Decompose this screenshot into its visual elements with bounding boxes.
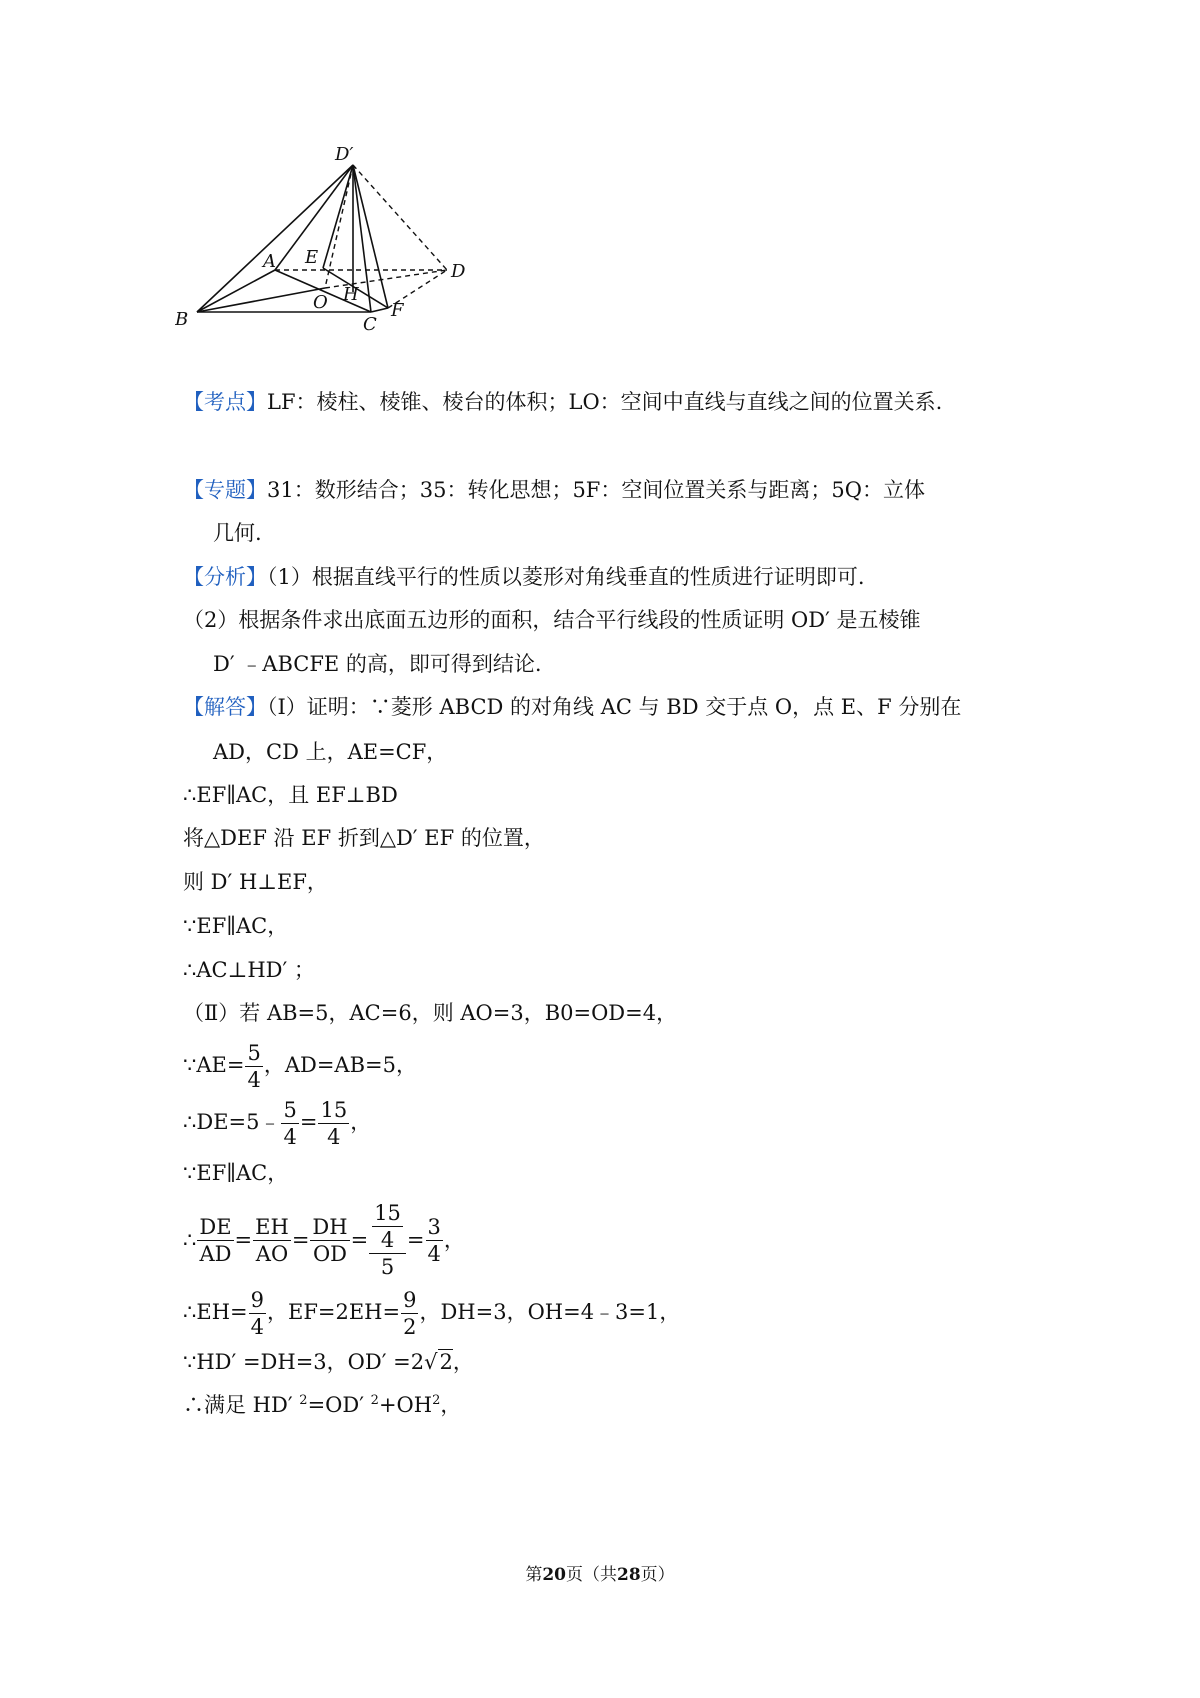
- fraction-numerator: 15: [374, 1201, 401, 1225]
- comma: ，: [440, 1393, 462, 1417]
- footer-pre: 第: [525, 1565, 543, 1585]
- ef-eq: ，EF=2EH=: [266, 1300, 401, 1324]
- jieda-tag: 【解答】: [183, 695, 267, 719]
- dh-oh-eq: ，DH=3，OH=4﹣3=1，: [419, 1300, 681, 1324]
- current-page-number: 20: [542, 1565, 566, 1585]
- fraction-denominator: 4: [380, 1228, 395, 1252]
- jieda-line-11: ∵EF∥AC，: [183, 1161, 289, 1185]
- sqrt-2: [424, 1349, 453, 1374]
- label-d-prime: D′: [335, 144, 354, 165]
- kaodian-tag: 【考点】: [183, 390, 267, 414]
- fraction-de-over-ad: [197, 1214, 233, 1267]
- jieda-line-8: （Ⅱ）若 AB=5，AC=6，则 AO=3，B0=OD=4，: [183, 1001, 678, 1025]
- fraction-denominator: AD: [199, 1241, 232, 1266]
- fraction-denominator: AO: [255, 1241, 289, 1266]
- superscript-2: 2: [299, 1393, 308, 1408]
- label-b: B: [175, 309, 189, 330]
- fraction-15-over-4: [318, 1097, 349, 1150]
- jieda-line-12: [183, 1200, 465, 1280]
- eh-prefix: ∴EH=: [183, 1300, 248, 1324]
- fraction-numerator: 3: [427, 1214, 441, 1239]
- kaodian-text: LF：棱柱、棱锥、棱台的体积；LO：空间中直线与直线之间的位置关系.: [267, 390, 943, 414]
- radicand: 2: [439, 1350, 453, 1374]
- jieda-line-9: [183, 1040, 417, 1093]
- hd-od-eq: ∵HD′ =DH=3，OD′ =2: [183, 1350, 425, 1374]
- edge-dprime-e: [323, 165, 353, 268]
- jieda-text-1: （Ⅰ）证明：∵菱形 ABCD 的对角线 AC 与 BD 交于点 O，点 E、F 分别在: [267, 695, 962, 719]
- zhuanti-line-2: 几何.: [213, 521, 262, 545]
- fraction-15-over-4: [372, 1200, 403, 1253]
- jieda-line-5: 则 D′ H⊥EF，: [183, 870, 328, 894]
- superscript-2: 2: [432, 1393, 441, 1408]
- fenxi-text-1: （1）根据直线平行的性质以菱形对角线垂直的性质进行证明即可.: [267, 565, 865, 589]
- equals-sign: =: [234, 1228, 253, 1252]
- label-a: A: [263, 251, 276, 272]
- pyramid-figure: [175, 140, 515, 365]
- jieda-line-2: AD，CD 上，AE=CF，: [213, 740, 448, 764]
- superscript-2: 2: [370, 1393, 379, 1408]
- comma: ，: [452, 1350, 474, 1374]
- fraction-9-over-4: [249, 1287, 266, 1340]
- comma: ，: [443, 1228, 465, 1252]
- fraction-numerator: [369, 1200, 406, 1254]
- fraction-3-over-4: [426, 1214, 443, 1267]
- fraction-denominator: 4: [250, 1315, 264, 1339]
- pythag-part-3: +OH: [378, 1393, 433, 1417]
- equals-sign: =: [350, 1228, 369, 1252]
- jieda-line-15: [183, 1390, 461, 1420]
- fraction-numerator: DE: [199, 1214, 232, 1239]
- jieda-line-6: ∵EF∥AC，: [183, 914, 289, 938]
- fraction-numerator: 5: [247, 1041, 261, 1065]
- zhuanti-tag: 【专题】: [183, 478, 267, 502]
- fraction-denominator: OD: [312, 1241, 348, 1266]
- comma: ，: [350, 1110, 372, 1134]
- complex-fraction: [369, 1200, 406, 1280]
- fraction-numerator: 15: [320, 1098, 348, 1122]
- jieda-line-3: ∴EF∥AC，且 EF⊥BD: [183, 783, 398, 807]
- jieda-line-4: 将△DEF 沿 EF 折到△D′ EF 的位置，: [183, 826, 545, 850]
- label-f: F: [391, 300, 404, 321]
- label-o: O: [313, 292, 328, 313]
- zhuanti-text-1: 31：数形结合；35：转化思想；5F：空间位置关系与距离；5Q：立体: [267, 478, 925, 502]
- equals-sign: =: [406, 1228, 425, 1252]
- fraction-dh-over-od: [310, 1214, 349, 1267]
- fraction-9-over-2: [401, 1287, 418, 1340]
- footer-post: 页）: [640, 1565, 675, 1585]
- fenxi-line-3: D′ ﹣ABCFE 的高，即可得到结论.: [213, 652, 542, 676]
- therefore-symbol: ∴: [183, 1228, 197, 1252]
- label-h: H: [343, 284, 359, 305]
- fraction-denominator: 2: [403, 1315, 417, 1339]
- footer-mid: 页（共: [566, 1565, 617, 1585]
- jieda-line-13: [183, 1287, 680, 1340]
- total-page-count: 28: [617, 1565, 641, 1585]
- fraction-numerator: 9: [403, 1288, 417, 1312]
- ae-prefix: ∵AE=: [183, 1053, 245, 1077]
- edge-dprime-b: [197, 165, 353, 312]
- zhuanti-line-1: [183, 475, 925, 505]
- fraction-5-over-4: [281, 1097, 298, 1150]
- equals-sign: =: [291, 1228, 310, 1252]
- jieda-line-10: [183, 1097, 371, 1150]
- edge-b-o: [197, 288, 325, 312]
- kaodian-line: [183, 387, 942, 417]
- jieda-line-14: [183, 1347, 474, 1377]
- fraction-denominator: 4: [427, 1241, 441, 1266]
- fraction-denominator: 5: [380, 1255, 395, 1279]
- pythag-part-1: ∴满足 HD′: [183, 1393, 300, 1417]
- fraction-denominator: 4: [247, 1068, 261, 1092]
- fenxi-line-1: [183, 562, 865, 592]
- label-c: C: [363, 314, 377, 335]
- sqrt-icon: √: [424, 1350, 438, 1374]
- fraction-eh-over-ao: [253, 1214, 291, 1267]
- edge-dprime-d-dashed: [353, 165, 447, 270]
- fraction-numerator: 9: [250, 1288, 264, 1312]
- de-prefix: ∴DE=5﹣: [183, 1110, 281, 1134]
- fraction-numerator: 5: [283, 1098, 297, 1122]
- equals-sign: =: [299, 1110, 318, 1134]
- pythag-part-2: =OD′: [307, 1393, 371, 1417]
- fraction-denominator: 4: [327, 1125, 341, 1149]
- fenxi-tag: 【分析】: [183, 565, 267, 589]
- edge-c-f: [371, 308, 388, 312]
- fraction-5-over-4: [245, 1040, 262, 1093]
- jieda-line-1: [183, 692, 961, 722]
- page-footer: [0, 1560, 1200, 1585]
- jieda-line-7: ∴AC⊥HD′ ；: [183, 958, 315, 982]
- fraction-numerator: EH: [255, 1214, 289, 1239]
- label-d: D: [451, 261, 466, 282]
- ad-eq-ab: ，AD=AB=5，: [263, 1053, 417, 1077]
- label-e: E: [305, 247, 319, 268]
- fraction-denominator: 4: [283, 1125, 297, 1149]
- fraction-numerator: DH: [312, 1214, 348, 1239]
- fenxi-line-2: （2）根据条件求出底面五边形的面积，结合平行线段的性质证明 OD′ 是五棱锥: [183, 608, 921, 632]
